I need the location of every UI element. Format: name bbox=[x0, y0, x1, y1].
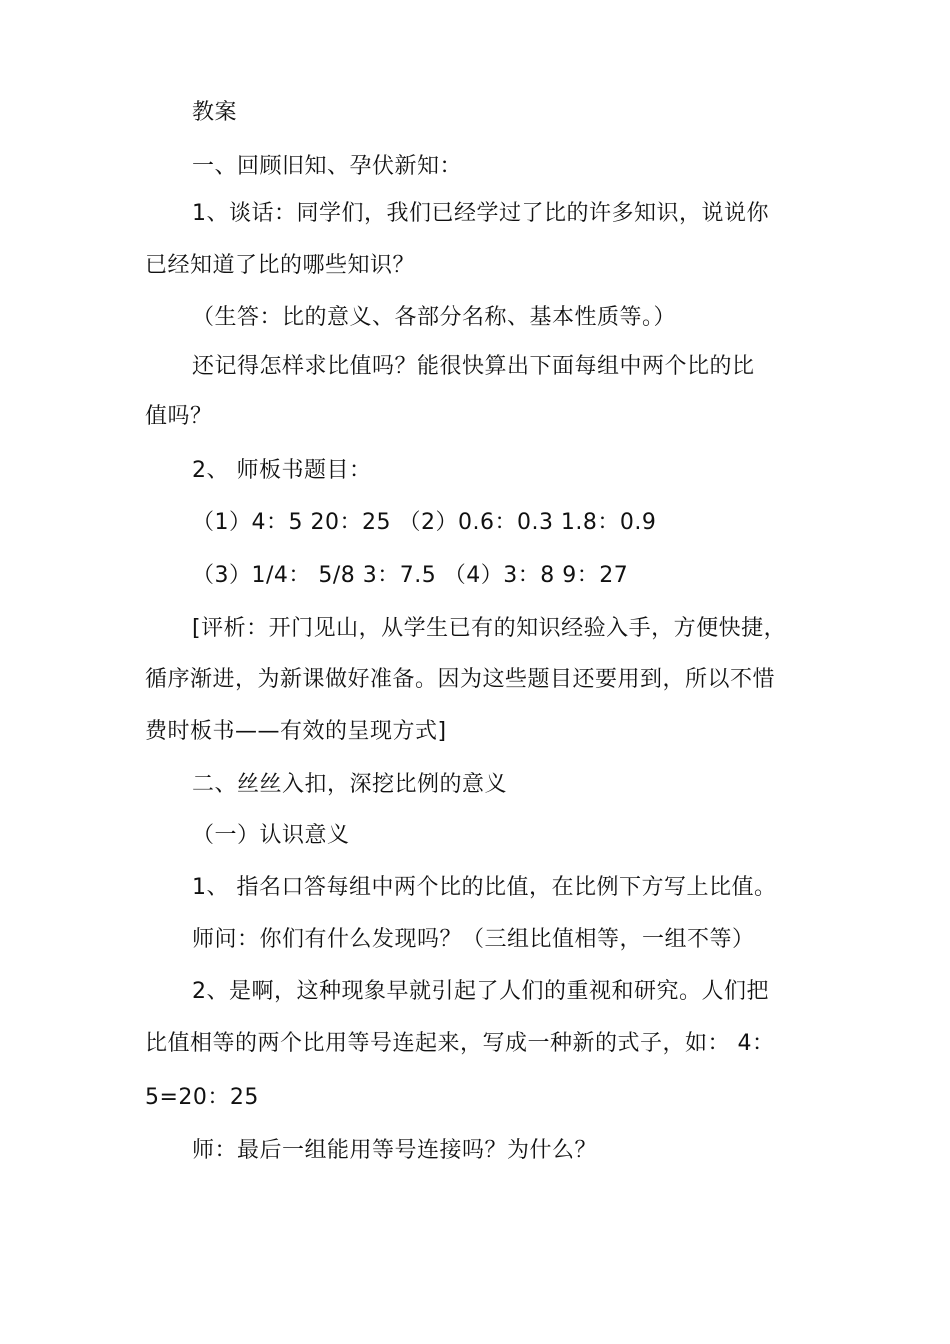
commentary-line: 费时板书——有效的呈现方式] bbox=[145, 719, 447, 744]
paragraph-line: 师：最后一组能用等号连接吗？为什么？ bbox=[192, 1138, 598, 1163]
paragraph-line: 1、 指名口答每组中两个比的比值，在比例下方写上比值。 bbox=[192, 875, 777, 900]
section-heading-1: 一、回顾旧知、孕伏新知： bbox=[192, 154, 463, 179]
paragraph-line: 5=20：25 bbox=[145, 1085, 259, 1110]
section-heading-2: 二、丝丝入扣，深挖比例的意义 bbox=[192, 772, 508, 797]
paragraph-line: 2、 师板书题目： bbox=[192, 458, 372, 483]
exercise-line: （3）1/4： 5/8 3：7.5 （4）3：8 9：27 bbox=[192, 563, 629, 588]
paragraph-line: 比值相等的两个比用等号连起来，写成一种新的式子，如： 4： bbox=[145, 1031, 775, 1056]
paragraph-line: 还记得怎样求比值吗？能很快算出下面每组中两个比的比 bbox=[192, 354, 755, 379]
paragraph-line: （生答：比的意义、各部分名称、基本性质等。） bbox=[192, 305, 677, 330]
paragraph-line: 值吗？ bbox=[145, 404, 213, 429]
doc-title: 教案 bbox=[192, 100, 238, 125]
paragraph-line: 1、谈话：同学们，我们已经学过了比的许多知识，说说你 bbox=[192, 201, 769, 226]
subsection-heading: （一）认识意义 bbox=[192, 823, 350, 848]
paragraph-line: 已经知道了比的哪些知识？ bbox=[145, 253, 416, 278]
exercise-line: （1）4：5 20：25 （2）0.6：0.3 1.8：0.9 bbox=[192, 510, 657, 535]
paragraph-line: 2、是啊，这种现象早就引起了人们的重视和研究。人们把 bbox=[192, 979, 769, 1004]
paragraph-line: 师问：你们有什么发现吗？（三组比值相等，一组不等） bbox=[192, 927, 755, 952]
commentary-line: [评析：开门见山，从学生已有的知识经验入手，方便快捷， bbox=[192, 616, 787, 641]
commentary-line: 循序渐进，为新课做好准备。因为这些题目还要用到，所以不惜 bbox=[145, 667, 776, 692]
